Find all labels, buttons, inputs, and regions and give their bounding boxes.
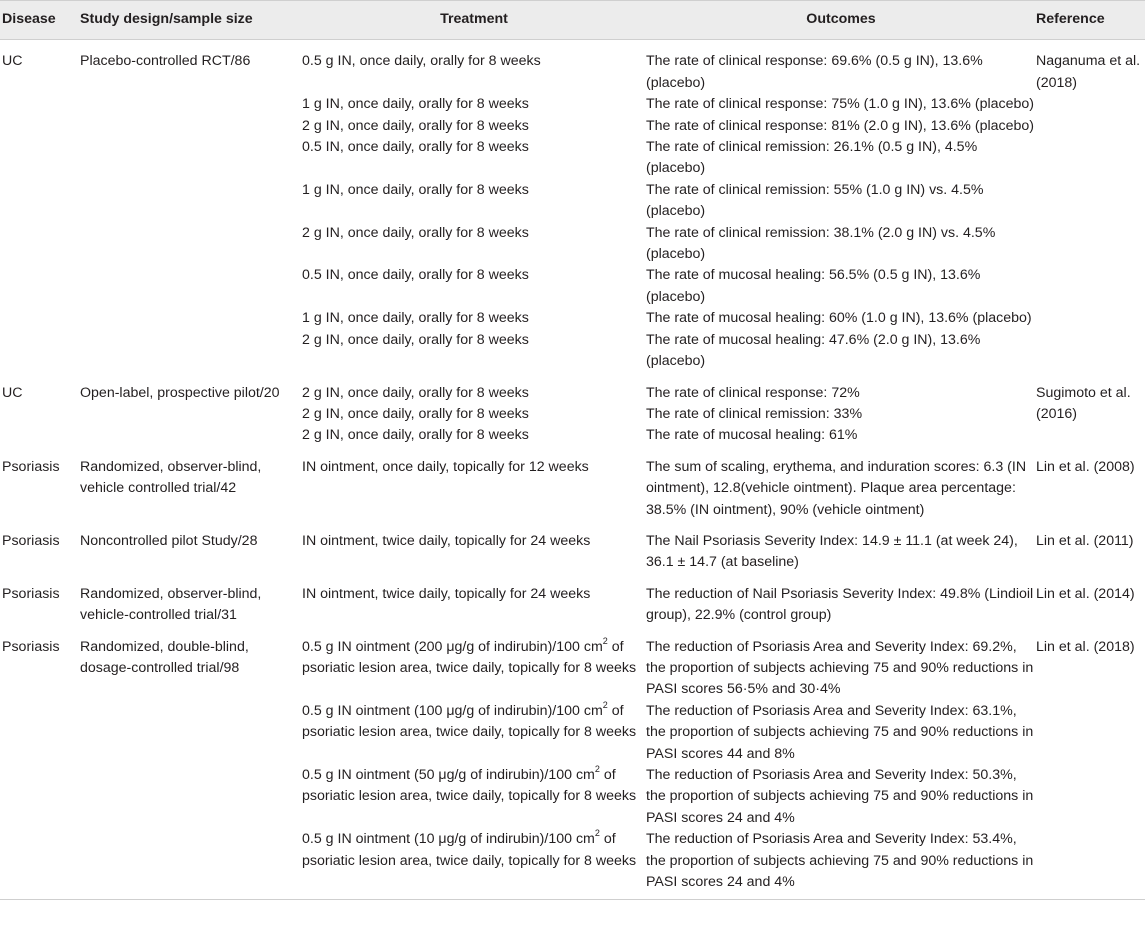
treatment-text: 0.5 g IN ointment (50 μg/g of indirubin)/100 cm (302, 767, 595, 783)
treatment-cell: 2 g IN, once daily, orally for 8 weeks (302, 384, 529, 401)
treatment-text: of psoriatic lesion area, twice daily, topically for 8 weeks (302, 638, 637, 676)
treatment-cell: 1 g IN, once daily, orally for 8 weeks (302, 310, 529, 327)
treatment-text: of psoriatic lesion area, twice daily, topically for 8 weeks (302, 702, 637, 741)
treatment-cell: 1 g IN, once daily, orally for 8 weeks (302, 181, 529, 198)
superscript: 2 (602, 700, 608, 711)
treatment-cell: IN ointment, twice daily, topically for 24 weeks (302, 532, 591, 549)
outcome-cell: The rate of mucosal healing: 61% (646, 427, 858, 444)
treatment-cell: 2 g IN, once daily, orally for 8 weeks (302, 331, 529, 348)
disease-cell: UC (2, 384, 23, 401)
outcome-cell: The reduction of Nail Psoriasis Severity Index: 49.8% (Lindioil group), 22.9% (control group) (646, 585, 1034, 624)
outcome-cell: The Nail Psoriasis Severity Index: 14.9 ± 11.1 (at week 24), 36.1 ± 14.7 (at baseline) (646, 532, 1018, 571)
design-cell: Randomized, observer-blind, vehicle-controlled trial/31 (80, 585, 262, 624)
table-header (0, 1, 1145, 40)
outcome-cell: The rate of mucosal healing: 47.6% (2.0 g IN), 13.6% (placebo) (646, 331, 981, 370)
treatment-cell (302, 637, 646, 701)
table-row (0, 457, 1145, 531)
outcome-cell: The rate of mucosal healing: 60% (1.0 g IN), 13.6% (placebo) (646, 310, 1032, 327)
treatment-cell: IN ointment, twice daily, topically for 24 weeks (302, 585, 591, 602)
header-outcomes: Outcomes (646, 1, 1036, 40)
treatment-cell: 2 g IN, once daily, orally for 8 weeks (302, 117, 529, 134)
outcome-cell: The rate of clinical remission: 38.1% (2.0 g IN) vs. 4.5% (placebo) (646, 224, 996, 263)
table-row (0, 531, 1145, 584)
header-disease: Disease (0, 1, 80, 40)
outcome-cell: The rate of clinical response: 72% (646, 384, 860, 401)
outcome-cell: The rate of clinical response: 81% (2.0 g IN), 13.6% (placebo) (646, 117, 1034, 134)
treatment-cell: IN ointment, once daily, topically for 12 weeks (302, 458, 589, 475)
reference-cell: Lin et al. (2011) (1036, 532, 1134, 549)
disease-cell: Psoriasis (2, 458, 60, 475)
table-row (0, 40, 1145, 94)
treatment-text: of psoriatic lesion area, twice daily, topically for 8 weeks (302, 767, 637, 805)
reference-cell: Sugimoto et al. (2016) (1036, 384, 1131, 422)
design-cell: Placebo-controlled RCT/86 (80, 53, 251, 70)
reference-cell: Naganuma et al. (2018) (1036, 53, 1141, 91)
outcome-cell: The reduction of Psoriasis Area and Severity Index: 50.3%, the proportion of subjects achieving 75 and 90% reductions in PASI scores 24 and 4% (646, 767, 1034, 826)
disease-cell: Psoriasis (2, 585, 60, 602)
header-reference: Reference (1036, 1, 1145, 40)
treatment-text: 0.5 g IN ointment (200 μg/g of indirubin)/100 cm (302, 638, 603, 655)
header-study-design: Study design/sample size (80, 1, 302, 40)
outcome-cell: The reduction of Psoriasis Area and Severity Index: 69.2%, the proportion of subjects achieving 75 and 90% reductions in PASI scores 56·5% and 30·4% (646, 638, 1034, 698)
outcome-cell: The rate of clinical remission: 33% (646, 405, 863, 422)
treatment-cell: 0.5 IN, once daily, orally for 8 weeks (302, 267, 529, 284)
outcome-cell: The rate of mucosal healing: 56.5% (0.5 g IN), 13.6% (placebo) (646, 267, 981, 305)
treatment-cell: 0.5 g IN, once daily, orally for 8 weeks (302, 53, 541, 70)
treatment-cell (302, 829, 646, 900)
disease-cell: UC (2, 53, 23, 70)
design-cell: Open-label, prospective pilot/20 (80, 384, 280, 401)
table-row (0, 383, 1145, 404)
outcome-cell: The rate of clinical remission: 55% (1.0 g IN) vs. 4.5% (placebo) (646, 181, 984, 220)
superscript: 2 (594, 828, 600, 839)
outcome-cell: The rate of clinical remission: 26.1% (0.5 g IN), 4.5% (placebo) (646, 139, 978, 177)
treatment-cell: 2 g IN, once daily, orally for 8 weeks (302, 224, 529, 241)
outcome-cell: The rate of clinical response: 69.6% (0.5 g IN), 13.6% (placebo) (646, 53, 983, 91)
treatment-cell (302, 701, 646, 765)
treatment-text: 0.5 g IN ointment (100 μg/g of indirubin)/100 cm (302, 702, 603, 719)
treatment-cell: 2 g IN, once daily, orally for 8 weeks (302, 405, 529, 422)
outcome-cell: The rate of clinical response: 75% (1.0 g IN), 13.6% (placebo) (646, 96, 1034, 113)
disease-cell: Psoriasis (0, 637, 80, 900)
design-cell: Noncontrolled pilot Study/28 (80, 532, 258, 549)
outcome-cell: The sum of scaling, erythema, and induration scores: 6.3 (IN ointment), 12.8(vehicle ointment). Plaque area percentage: 38.5% (IN ointment), 90% (vehicle ointment) (646, 458, 1027, 518)
header-treatment: Treatment (302, 1, 646, 40)
treatment-text: 0.5 g IN ointment (10 μg/g of indirubin)/100 cm (302, 831, 595, 848)
treatment-text: of psoriatic lesion area, twice daily, topically for 8 weeks (302, 831, 637, 869)
table-row (0, 637, 1145, 701)
superscript: 2 (594, 764, 600, 775)
treatment-cell (302, 765, 646, 829)
superscript: 2 (602, 635, 608, 646)
treatment-cell: 2 g IN, once daily, orally for 8 weeks (302, 427, 529, 444)
reference-cell: Lin et al. (2008) (1036, 458, 1135, 475)
treatment-cell: 0.5 IN, once daily, orally for 8 weeks (302, 139, 529, 156)
table-body (0, 40, 1145, 900)
design-cell: Randomized, observer-blind, vehicle controlled trial/42 (80, 458, 262, 497)
outcome-cell: The reduction of Psoriasis Area and Severity Index: 53.4%, the proportion of subjects achieving 75 and 90% reductions in PASI scores 24 and 4% (646, 829, 1036, 900)
reference-cell: Lin et al. (2014) (1036, 585, 1135, 602)
treatment-cell: 1 g IN, once daily, orally for 8 weeks (302, 96, 529, 113)
reference-cell: Lin et al. (2018) (1036, 637, 1145, 900)
outcome-cell: The reduction of Psoriasis Area and Severity Index: 63.1%, the proportion of subjects achieving 75 and 90% reductions in PASI scores 44 and 8% (646, 702, 1034, 762)
disease-cell: Psoriasis (2, 532, 60, 549)
design-cell: Randomized, double-blind, dosage-controlled trial/98 (80, 637, 302, 900)
table-row (0, 584, 1145, 637)
